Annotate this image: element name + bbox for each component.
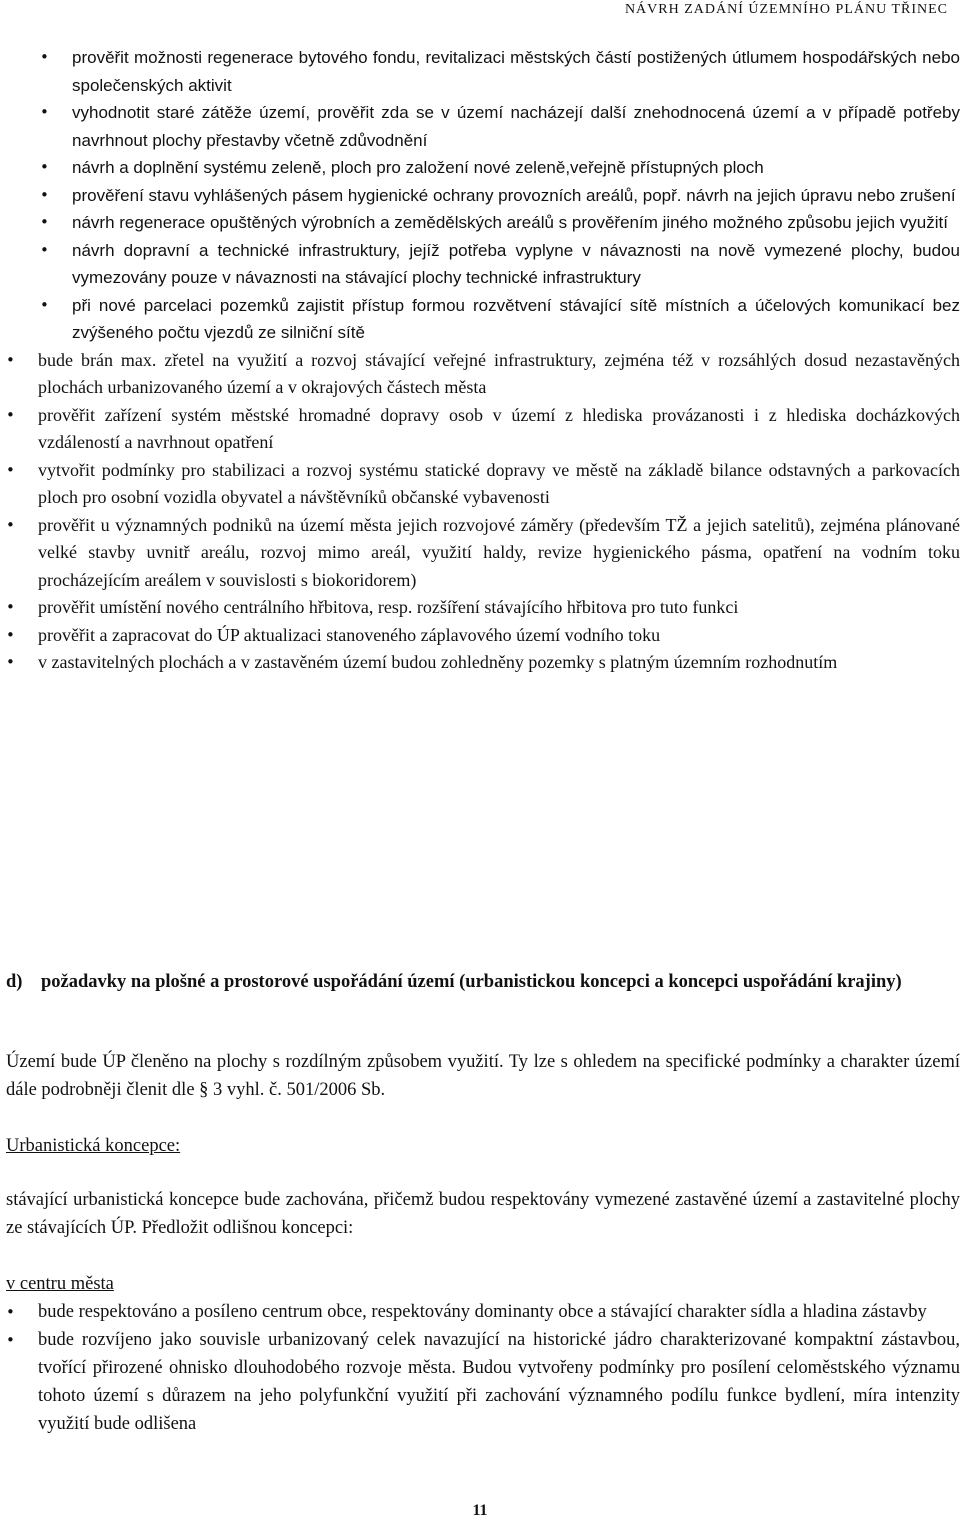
center-title: v centru města [6, 1274, 114, 1294]
list-item: • bude rozvíjeno jako souvisle urbanizovaný celek navazující na historické jádro charakterizované kompaktní zástavbou, tvořící přirozené ohnisko dlouhodobého rozvoje města. Budou vytvořeny podmínky pro posílení celoměstského významu tohoto území s důrazem na jeho polyfunkční využití při zachování významného podílu funkce bydlení, míra intenzity využití bude odlišena [6, 1326, 960, 1438]
document-body [0, 44, 960, 677]
list-item: • prověřit a zapracovat do ÚP aktualizaci stanoveného záplavového území vodního toku [6, 622, 960, 650]
concept-title: Urbanistická koncepce: [6, 1136, 181, 1156]
section-heading: d) požadavky na plošné a prostorové uspořádání území (urbanistickou koncepci a koncepci uspořádání krajiny) [6, 972, 902, 992]
list-item: • návrh regenerace opuštěných výrobních a zemědělských areálů s prověřením jiného možného způsobu jejich využití [40, 209, 960, 237]
list-item: • návrh a doplnění systému zeleně, ploch pro založení nové zeleně,veřejně přístupných ploch [40, 154, 960, 182]
list-item: • bude respektováno a posíleno centrum obce, respektovány dominanty obce a stávající charakter sídla a hladina zástavby [6, 1298, 960, 1326]
center-list [6, 1298, 960, 1438]
list-item: • prověřit u významných podniků na území města jejich rozvojové záměry (především TŽ a jejich satelitů), zejména plánované velké stavby uvnitř areálu, rozvoj mimo areál, využití haldy, revize hygienického pásma, opatření na vodním toku procházejícím areálem v souvislosti s biokoridorem) [6, 512, 960, 595]
list-item: • návrh dopravní a technické infrastruktury, jejíž potřeba vyplyne v návaznosti na nově vymezené plochy, budou vymezovány pouze v návaznosti na stávající plochy technické infrastruktury [40, 237, 960, 292]
list-item: • prověřit zařízení systém městské hromadné dopravy osob v území z hlediska provázanosti i z hlediska docházkových vzdáleností a navrhnout opatření [6, 402, 960, 457]
page-number: 11 [472, 1502, 488, 1519]
list-item: • prověřit umístění nového centrálního hřbitova, resp. rozšíření stávajícího hřbitova pro tuto funkci [6, 594, 960, 622]
list-item: • prověřit možnosti regenerace bytového fondu, revitalizaci městských částí postižených útlumem hospodářských nebo společenských aktivit [40, 44, 960, 99]
list-item: • v zastavitelných plochách a v zastavěném území budou zohledněny pozemky s platným územním rozhodnutím [6, 649, 960, 677]
list-item: • při nové parcelaci pozemků zajistit přístup formou rozvětvení stávající sítě místních a účelových komunikací bez zvýšeného počtu vjezdů ze silniční sítě [40, 292, 960, 347]
list-item: • vyhodnotit staré zátěže území, prověřit zda se v území nacházejí další znehodnocená území a v případě potřeby navrhnout plochy přestavby včetně zdůvodnění [40, 99, 960, 154]
list-item: • vytvořit podmínky pro stabilizaci a rozvoj systému statické dopravy ve městě na základě bilance odstavných a parkovacích ploch pro osobní vozidla obyvatel a návštěvníků občanské vybavenosti [6, 457, 960, 512]
requirements-list-continued [6, 347, 960, 677]
list-item: • prověření stavu vyhlášených pásem hygienické ochrany provozních areálů, popř. návrh na jejich úpravu nebo zrušení [40, 182, 960, 210]
intro-paragraph: Území bude ÚP členěno na plochy s rozdílným způsobem využití. Ty lze s ohledem na specifické podmínky a charakter území dále podrobněji členit dle § 3 vyhl. č. 501/2006 Sb. [6, 1052, 960, 1100]
concept-paragraph: stávající urbanistická koncepce bude zachována, přičemž budou respektovány vymezené zastavěné území a zastavitelné plochy ze stávajících ÚP. Předložit odlišnou koncepci: [6, 1190, 960, 1238]
list-item: • bude brán max. zřetel na využití a rozvoj stávající veřejné infrastruktury, zejména též v rozsáhlých dosud nezastavěných plochách urbanizovaného území a v okrajových částech města [6, 347, 960, 402]
requirements-list [40, 44, 960, 347]
running-header: NÁVRH ZADÁNÍ ÚZEMNÍHO PLÁNU TŘINEC [624, 2, 948, 17]
